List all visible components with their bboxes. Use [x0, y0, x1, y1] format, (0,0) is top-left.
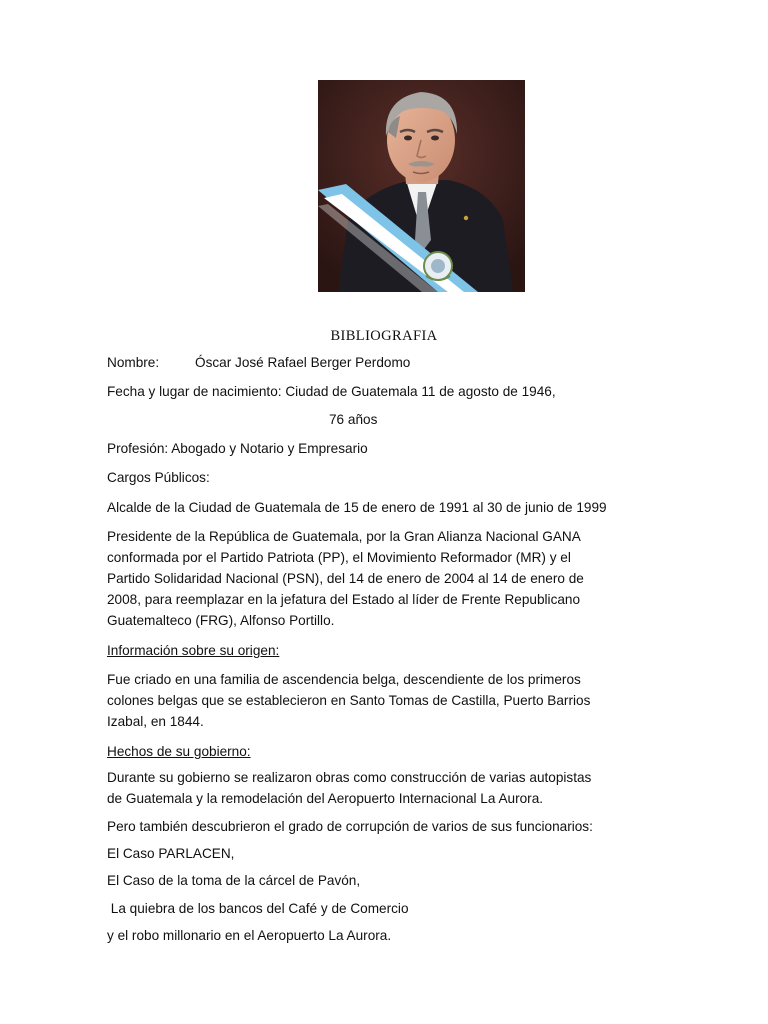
robo-line: y el robo millonario en el Aeropuerto La Aurora. [107, 928, 392, 943]
presidente-line-1: Presidente de la República de Guatemala, por la Gran Alianza Nacional GANA [107, 529, 581, 544]
alcalde-line: Alcalde de la Ciudad de Guatemala de 15 de enero de 1991 al 30 de junio de 1999 [107, 500, 607, 515]
fecha-nacimiento-line: Fecha y lugar de nacimiento: Ciudad de Guatemala 11 de agosto de 1946, [107, 384, 556, 399]
portrait-photo [318, 80, 525, 292]
portrait-illustration [318, 80, 525, 292]
nombre-line [107, 352, 661, 373]
presidente-line-2: conformada por el Partido Patriota (PP), el Movimiento Reformador (MR) y el [107, 550, 571, 565]
origen-line-2: colones belgas que se establecieron en Santo Tomas de Castilla, Puerto Barrios [107, 693, 591, 708]
corrupcion-line: Pero también descubrieron el grado de corrupción de varios de sus funcionarios: [107, 819, 593, 834]
origen-line-1: Fue criado en una familia de ascendencia belga, descendiente de los primeros [107, 672, 581, 687]
hechos-heading: Hechos de su gobierno: [107, 744, 251, 759]
nombre-value: Óscar José Rafael Berger Perdomo [195, 355, 411, 370]
presidente-line-3: Partido Solidaridad Nacional (PSN), del 14 de enero de 2004 al 14 de enero de [107, 571, 584, 586]
nombre-label: Nombre: [107, 355, 160, 370]
caso-pavon-line: El Caso de la toma de la cárcel de Pavón, [107, 873, 361, 888]
hechos-line-2: de Guatemala y la remodelación del Aeropuerto Internacional La Aurora. [107, 791, 544, 806]
presidente-line-5: Guatemalteco (FRG), Alfonso Portillo. [107, 613, 335, 628]
profesion-line: Profesión: Abogado y Notario y Empresario [107, 441, 368, 456]
presidente-line-4: 2008, para reemplazar en la jefatura del Estado al líder de Frente Republicano [107, 592, 581, 607]
cargos-heading: Cargos Públicos: [107, 470, 210, 485]
origen-heading: Información sobre su origen: [107, 643, 280, 658]
hechos-line-1: Durante su gobierno se realizaron obras como construcción de varias autopistas [107, 770, 592, 785]
page-title: BIBLIOGRAFIA [330, 328, 438, 344]
edad-line: 76 años [329, 412, 378, 427]
caso-parlacen-line: El Caso PARLACEN, [107, 846, 235, 861]
origen-line-3: Izabal, en 1844. [107, 714, 204, 729]
quiebra-line: La quiebra de los bancos del Café y de Comercio [107, 901, 409, 916]
